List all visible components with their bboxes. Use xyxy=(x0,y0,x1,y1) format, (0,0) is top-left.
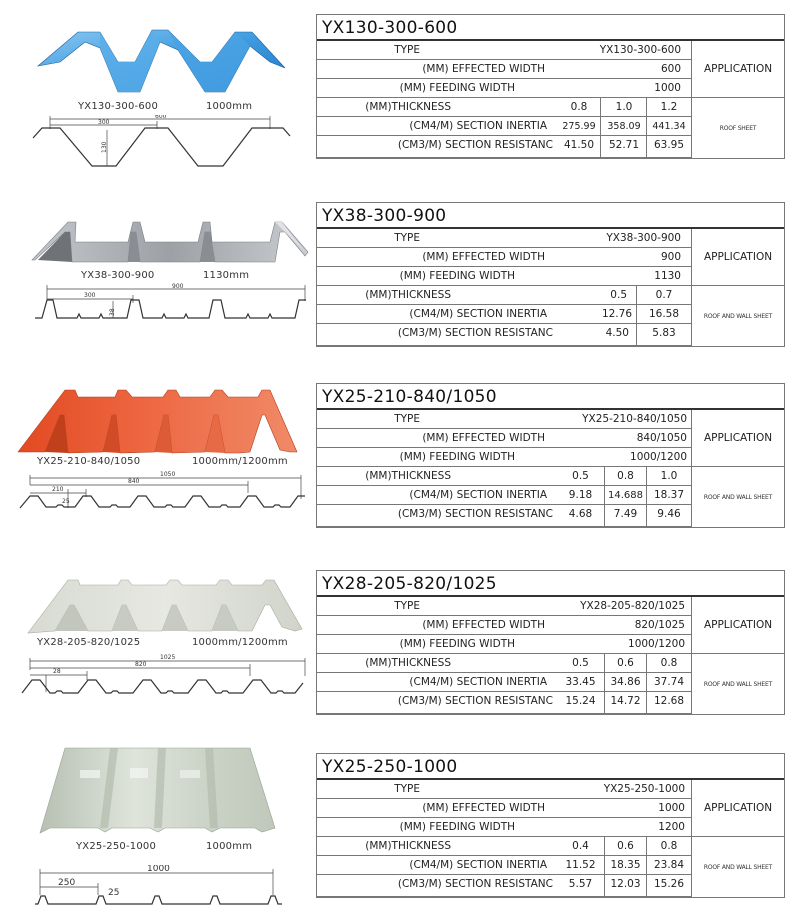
resistance-label: (CM3/M) SECTION RESISTANC xyxy=(397,139,553,151)
type-value: YX25-250-1000 xyxy=(603,783,685,795)
sheet-width-caption: 1000mm/1200mm xyxy=(192,637,288,648)
feeding-width-label: (MM) FEEDING WIDTH xyxy=(399,270,515,282)
spec-table-title: YX130-300-600 xyxy=(317,15,784,41)
row-effected-width xyxy=(317,429,691,448)
resistance-value: 12.68 xyxy=(653,695,685,707)
application-column xyxy=(691,597,784,714)
resistance-value: 15.24 xyxy=(565,695,596,707)
thickness-value: 0.5 xyxy=(572,657,589,669)
type-label: TYPE xyxy=(394,413,420,425)
resistance-value: 9.46 xyxy=(657,508,681,520)
row-section-inertia xyxy=(317,673,691,692)
thickness-value: 0.5 xyxy=(610,289,627,301)
application-column xyxy=(691,41,784,158)
application-column xyxy=(691,780,784,897)
application-column xyxy=(691,410,784,527)
spec-table xyxy=(316,753,785,898)
resistance-value: 5.83 xyxy=(652,327,676,339)
resistance-value: 4.68 xyxy=(568,508,593,520)
thickness-label: (MM)THICKNESS xyxy=(365,101,451,113)
row-effected-width xyxy=(317,248,691,267)
type-value: YX38-300-900 xyxy=(606,232,681,244)
row-section-inertia xyxy=(317,117,691,136)
row-section-resistance xyxy=(317,875,691,897)
thickness-value: 1.0 xyxy=(660,470,678,482)
product-visual xyxy=(0,0,310,180)
dim-205: 28 xyxy=(53,668,61,675)
resistance-value: 12.03 xyxy=(610,878,641,890)
sheet-width-caption: 1000mm/1200mm xyxy=(192,456,288,467)
effected-width-value: 820/1025 xyxy=(634,619,685,631)
product-visual xyxy=(0,565,310,745)
row-type xyxy=(317,410,691,429)
row-feeding-width xyxy=(317,818,691,837)
resistance-value: 15.26 xyxy=(653,878,685,890)
sheet-photo-grey-trapezoid xyxy=(0,190,310,370)
thickness-value: 0.8 xyxy=(617,470,634,482)
type-value: YX28-205-820/1025 xyxy=(580,600,685,612)
application-value: ROOF AND WALL SHEET xyxy=(703,680,773,688)
row-section-resistance xyxy=(317,505,691,527)
sheet-model-caption: YX130-300-600 xyxy=(78,101,159,112)
thickness-value: 0.7 xyxy=(655,289,673,301)
effected-width-value: 600 xyxy=(660,63,681,75)
thickness-label: (MM)THICKNESS xyxy=(365,470,451,482)
spec-table-title: YX28-205-820/1025 xyxy=(317,571,784,597)
inertia-value: 14.688 xyxy=(608,490,643,501)
inertia-value: 37.74 xyxy=(653,676,685,688)
resistance-value: 41.50 xyxy=(563,139,595,151)
dim-1000: 1000 xyxy=(147,865,170,874)
inertia-value: 358.09 xyxy=(607,121,641,132)
effected-width-value: 1000 xyxy=(658,802,685,814)
inertia-value: 9.18 xyxy=(568,489,593,501)
product-section-yx38 xyxy=(0,190,800,370)
row-thickness xyxy=(317,286,691,305)
dim-820: 820 xyxy=(135,661,147,668)
spec-table xyxy=(316,202,785,347)
sheet-model-caption: YX25-210-840/1050 xyxy=(37,456,141,467)
resistance-value: 7.49 xyxy=(613,508,638,520)
product-section-yx130 xyxy=(0,0,800,180)
product-visual xyxy=(0,375,310,555)
row-section-inertia xyxy=(317,305,691,324)
row-feeding-width xyxy=(317,448,691,467)
resistance-label: (CM3/M) SECTION RESISTANC xyxy=(397,508,553,520)
thickness-label: (MM)THICKNESS xyxy=(365,840,451,852)
spec-table-title: YX25-210-840/1050 xyxy=(317,384,784,410)
effected-width-label: (MM) EFFECTED WIDTH xyxy=(422,619,545,631)
inertia-value: 34.86 xyxy=(610,676,641,688)
dim-25: 25 xyxy=(62,498,70,505)
row-effected-width xyxy=(317,60,691,79)
product-section-yx28 xyxy=(0,565,800,745)
inertia-label: (CM4/M) SECTION INERTIA xyxy=(409,308,547,320)
dim-210: 210 xyxy=(52,486,64,493)
application-header: APPLICATION xyxy=(692,410,784,467)
feeding-width-label: (MM) FEEDING WIDTH xyxy=(399,821,515,833)
effected-width-label: (MM) EFFECTED WIDTH xyxy=(422,63,545,75)
resistance-label: (CM3/M) SECTION RESISTANC xyxy=(397,878,553,890)
type-label: TYPE xyxy=(394,232,420,244)
sheet-width-caption: 1000mm xyxy=(206,101,253,112)
row-thickness xyxy=(317,654,691,673)
thickness-value: 1.0 xyxy=(615,101,633,113)
feeding-width-value: 1000/1200 xyxy=(628,638,685,650)
profile-drawing xyxy=(0,115,310,175)
feeding-width-value: 1200 xyxy=(658,821,685,833)
resistance-value: 14.72 xyxy=(610,695,641,707)
inertia-label: (CM4/M) SECTION INERTIA xyxy=(409,676,547,688)
thickness-value: 0.6 xyxy=(617,657,634,669)
product-visual xyxy=(0,740,310,920)
type-label: TYPE xyxy=(394,44,420,56)
profile-drawing xyxy=(0,469,310,514)
sheet-model-caption: YX38-300-900 xyxy=(81,270,155,281)
row-feeding-width xyxy=(317,267,691,286)
dim-600: 600 xyxy=(155,115,167,120)
row-section-resistance xyxy=(317,136,691,158)
application-header: APPLICATION xyxy=(692,229,784,286)
row-section-resistance xyxy=(317,324,691,346)
type-label: TYPE xyxy=(394,783,420,795)
resistance-label: (CM3/M) SECTION RESISTANC xyxy=(397,695,553,707)
product-visual xyxy=(0,190,310,370)
dim-38: 38 xyxy=(109,308,116,316)
row-thickness xyxy=(317,98,691,117)
type-value: YX130-300-600 xyxy=(599,44,681,56)
inertia-label: (CM4/M) SECTION INERTIA xyxy=(409,120,547,132)
inertia-value: 16.58 xyxy=(648,308,680,320)
effected-width-label: (MM) EFFECTED WIDTH xyxy=(422,251,545,263)
profile-drawing xyxy=(0,283,310,333)
row-section-inertia xyxy=(317,856,691,875)
dim-1050: 1050 xyxy=(160,471,176,478)
spec-table xyxy=(316,570,785,715)
effected-width-value: 840/1050 xyxy=(636,432,687,444)
dim-840: 840 xyxy=(128,478,140,485)
feeding-width-label: (MM) FEEDING WIDTH xyxy=(399,82,515,94)
row-type xyxy=(317,597,691,616)
inertia-value: 33.45 xyxy=(565,676,596,688)
resistance-value: 63.95 xyxy=(653,139,685,151)
row-effected-width xyxy=(317,799,691,818)
row-type xyxy=(317,780,691,799)
feeding-width-value: 1000/1200 xyxy=(630,451,687,463)
spec-table xyxy=(316,383,785,528)
row-effected-width xyxy=(317,616,691,635)
product-section-yx25-250 xyxy=(0,740,800,920)
dim-250: 250 xyxy=(58,878,76,888)
feeding-width-label: (MM) FEEDING WIDTH xyxy=(399,451,515,463)
application-value: ROOF AND WALL SHEET xyxy=(703,312,773,320)
application-header: APPLICATION xyxy=(692,41,784,98)
inertia-label: (CM4/M) SECTION INERTIA xyxy=(409,489,547,501)
effected-width-value: 900 xyxy=(660,251,681,263)
inertia-value: 18.35 xyxy=(610,859,641,871)
feeding-width-value: 1130 xyxy=(654,270,681,282)
dim-900: 900 xyxy=(172,283,184,290)
thickness-label: (MM)THICKNESS xyxy=(365,289,451,301)
resistance-value: 4.50 xyxy=(605,327,629,339)
resistance-value: 52.71 xyxy=(608,139,640,151)
inertia-label: (CM4/M) SECTION INERTIA xyxy=(409,859,547,871)
row-section-resistance xyxy=(317,692,691,714)
sheet-model-caption: YX28-205-820/1025 xyxy=(37,637,141,648)
row-thickness xyxy=(317,837,691,856)
thickness-value: 1.2 xyxy=(660,101,678,113)
type-label: TYPE xyxy=(394,600,420,612)
sheet-model-caption: YX25-250-1000 xyxy=(76,841,157,852)
thickness-value: 0.8 xyxy=(660,840,678,852)
thickness-value: 0.4 xyxy=(572,840,589,852)
application-column xyxy=(691,229,784,346)
spec-table-title: YX25-250-1000 xyxy=(317,754,784,780)
row-type xyxy=(317,229,691,248)
row-section-inertia xyxy=(317,486,691,505)
inertia-value: 441.34 xyxy=(652,121,686,132)
product-section-yx25-210 xyxy=(0,375,800,555)
type-value: YX25-210-840/1050 xyxy=(582,413,687,425)
row-feeding-width xyxy=(317,635,691,654)
inertia-value: 23.84 xyxy=(653,859,685,871)
dim-130: 130 xyxy=(101,141,108,153)
inertia-value: 12.76 xyxy=(601,308,632,320)
spec-table-title: YX38-300-900 xyxy=(317,203,784,229)
profile-drawing xyxy=(0,865,310,915)
feeding-width-label: (MM) FEEDING WIDTH xyxy=(399,638,515,650)
spec-table xyxy=(316,14,785,159)
profile-drawing xyxy=(0,650,310,695)
inertia-value: 11.52 xyxy=(565,859,596,871)
thickness-value: 0.5 xyxy=(572,470,589,482)
row-feeding-width xyxy=(317,79,691,98)
thickness-label: (MM)THICKNESS xyxy=(365,657,451,669)
sheet-width-caption: 1000mm xyxy=(206,841,253,852)
inertia-value: 18.37 xyxy=(653,489,685,501)
effected-width-label: (MM) EFFECTED WIDTH xyxy=(422,802,545,814)
resistance-label: (CM3/M) SECTION RESISTANC xyxy=(397,327,553,339)
sheet-width-caption: 1130mm xyxy=(203,270,250,281)
dim-300: 300 xyxy=(98,119,110,126)
thickness-value: 0.6 xyxy=(617,840,634,852)
thickness-value: 0.8 xyxy=(660,657,678,669)
thickness-value: 0.8 xyxy=(570,101,588,113)
effected-width-label: (MM) EFFECTED WIDTH xyxy=(422,432,545,444)
dim-300: 300 xyxy=(84,292,96,299)
feeding-width-value: 1000 xyxy=(654,82,681,94)
row-type xyxy=(317,41,691,60)
application-value: ROOF AND WALL SHEET xyxy=(703,863,773,871)
dim-25: 25 xyxy=(108,888,120,898)
inertia-value: 275.99 xyxy=(562,121,596,132)
application-value: ROOF SHEET xyxy=(719,124,757,132)
application-value: ROOF AND WALL SHEET xyxy=(703,493,773,501)
row-thickness xyxy=(317,467,691,486)
application-header: APPLICATION xyxy=(692,780,784,837)
resistance-value: 5.57 xyxy=(568,878,593,890)
dim-1025: 1025 xyxy=(160,654,176,661)
application-header: APPLICATION xyxy=(692,597,784,654)
